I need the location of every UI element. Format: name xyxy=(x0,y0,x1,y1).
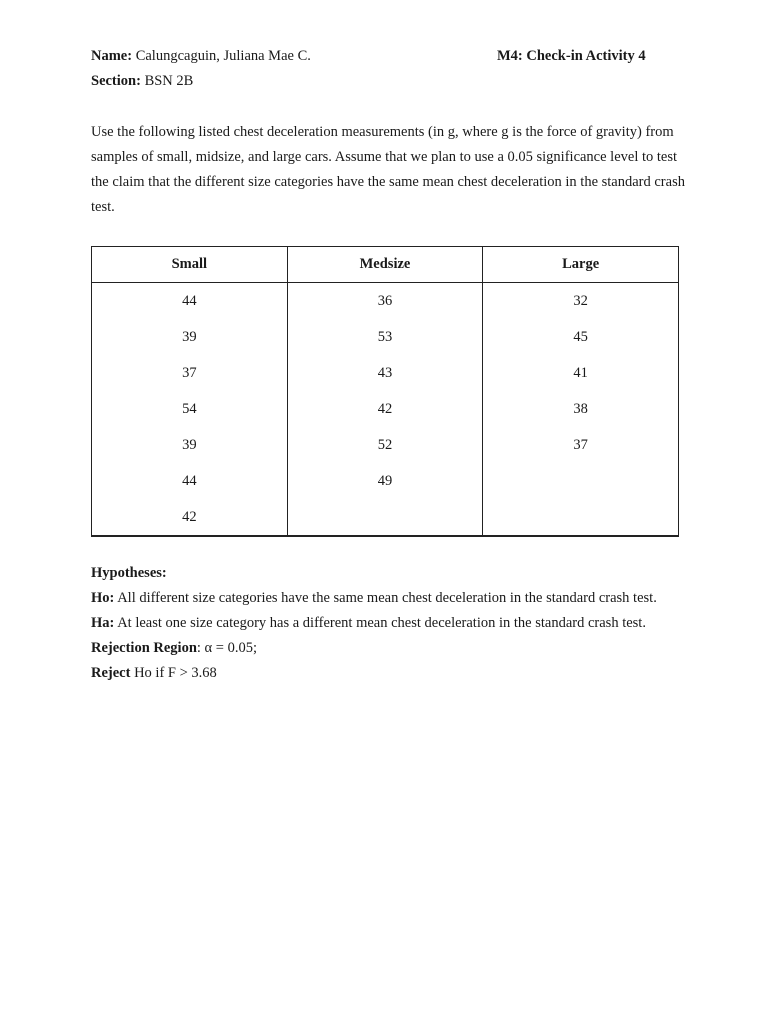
table-cell: 42 xyxy=(287,391,483,427)
table-cell xyxy=(483,463,679,499)
table-row xyxy=(92,391,679,427)
table-cell: 44 xyxy=(92,283,288,320)
table-row xyxy=(92,499,679,536)
table-row xyxy=(92,355,679,391)
table-header-row xyxy=(92,247,679,283)
reject-label: Reject xyxy=(91,665,131,681)
ho-text: All different size categories have the same mean chest deceleration in the standard crash test. xyxy=(117,590,657,606)
rejection-text: : α = 0.05; xyxy=(196,640,257,656)
rejection-label: Rejection Region xyxy=(91,640,197,656)
table-cell: 41 xyxy=(483,355,679,391)
reject-text: Ho if F > 3.68 xyxy=(134,665,217,681)
column-header-large: Large xyxy=(483,247,679,283)
hypotheses-heading xyxy=(91,561,691,586)
table-cell: 37 xyxy=(92,355,288,391)
rejection-region xyxy=(91,636,691,661)
hypotheses-label: Hypotheses: xyxy=(91,565,167,581)
table-cell xyxy=(483,499,679,536)
measurements-table xyxy=(91,246,679,537)
answers-section xyxy=(91,561,691,686)
table-cell: 32 xyxy=(483,283,679,320)
table-row xyxy=(92,319,679,355)
name-value: Calungcaguin, Juliana Mae C. xyxy=(135,48,311,64)
decision-rule xyxy=(91,661,691,686)
table-cell: 39 xyxy=(92,319,288,355)
name-label: Name: xyxy=(91,48,133,64)
table-row xyxy=(92,463,679,499)
column-header-small: Small xyxy=(92,247,288,283)
problem-statement: Use the following listed chest deceleration measurements (in g, where g is the force of gravity) from samples of small, midsize, and large cars. Assume that we plan to use a 0.05 significance level to test the claim that the different size categories have the same mean chest deceleration in the standard crash test. xyxy=(91,124,685,215)
null-hypothesis xyxy=(91,586,691,611)
ha-text: At least one size category has a different mean chest deceleration in the standard crash test. xyxy=(117,615,646,631)
activity-title: M4: Check-in Activity 4 xyxy=(497,48,646,64)
table-cell: 37 xyxy=(483,427,679,463)
table-row xyxy=(92,283,679,320)
table-cell xyxy=(287,499,483,536)
table-cell: 49 xyxy=(287,463,483,499)
section-value: BSN 2B xyxy=(144,73,194,89)
section-line xyxy=(91,72,193,90)
section-label: Section: xyxy=(91,73,141,89)
table-cell: 52 xyxy=(287,427,483,463)
table-cell: 38 xyxy=(483,391,679,427)
table-cell: 54 xyxy=(92,391,288,427)
name-line xyxy=(91,47,311,65)
ho-label: Ho: xyxy=(91,590,115,606)
table-cell: 45 xyxy=(483,319,679,355)
alternative-hypothesis xyxy=(91,611,691,636)
table-row xyxy=(92,427,679,463)
column-header-medsize: Medsize xyxy=(287,247,483,283)
table-cell: 44 xyxy=(92,463,288,499)
table-cell: 53 xyxy=(287,319,483,355)
table-cell: 36 xyxy=(287,283,483,320)
table-cell: 43 xyxy=(287,355,483,391)
ha-label: Ha: xyxy=(91,615,115,631)
table-cell: 39 xyxy=(92,427,288,463)
table-cell: 42 xyxy=(92,499,288,536)
